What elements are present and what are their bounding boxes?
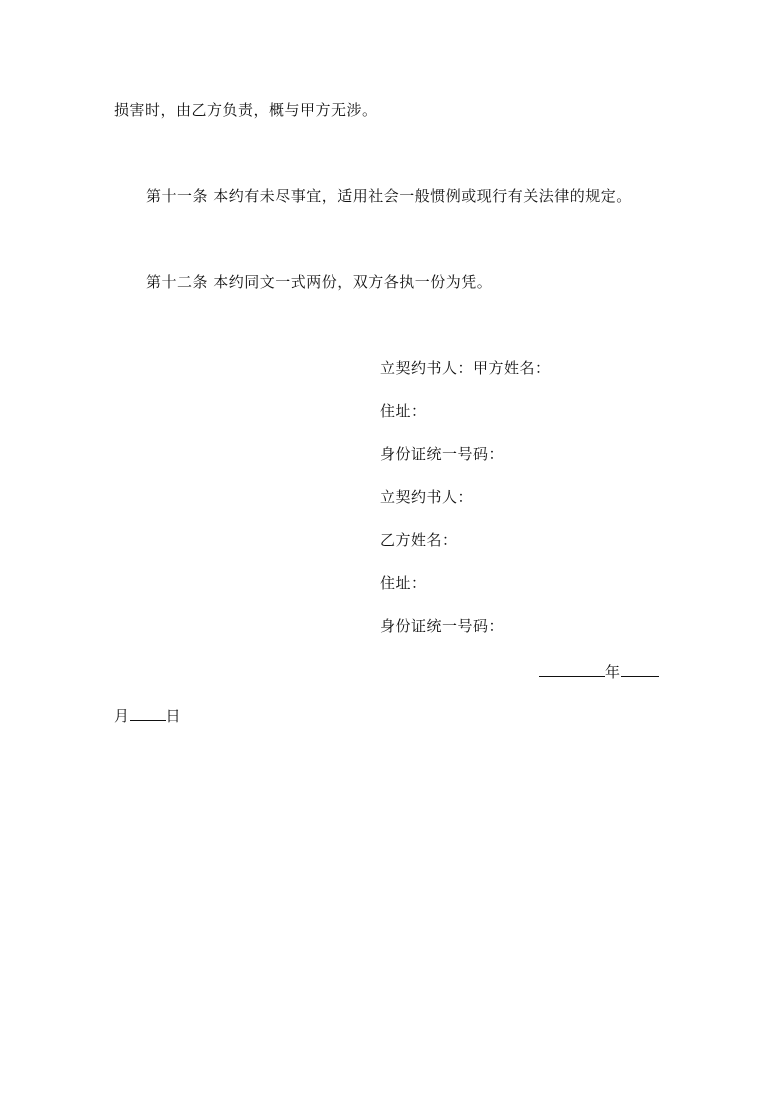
year-blank — [539, 660, 605, 677]
party-a-address-label: 住址： — [380, 402, 427, 420]
party-b-name-label: 乙方姓名： — [380, 531, 458, 549]
continuation-text: 损害时，由乙方负责，概与甲方无涉。 — [114, 101, 378, 119]
article-11: 第十一条 本约有未尽事宜，适用社会一般惯例或现行有关法律的规定。 — [146, 187, 632, 205]
date-year-line — [539, 660, 659, 682]
year-label: 年 — [605, 663, 621, 681]
party-b-id-label: 身份证统一号码： — [380, 617, 505, 635]
day-blank — [130, 704, 166, 721]
party-b-address-label: 住址： — [380, 574, 427, 592]
month-label: 月 — [114, 707, 130, 725]
date-month-day-line — [114, 704, 181, 726]
article-12: 第十二条 本约同文一式两份，双方各执一份为凭。 — [146, 273, 493, 291]
party-a-id-label: 身份证统一号码： — [380, 445, 505, 463]
party-b-signatory-label: 立契约书人： — [380, 488, 474, 506]
month-blank-start — [621, 660, 659, 677]
day-label: 日 — [165, 707, 182, 725]
party-a-signatory-label: 立契约书人：甲方姓名： — [380, 359, 551, 377]
